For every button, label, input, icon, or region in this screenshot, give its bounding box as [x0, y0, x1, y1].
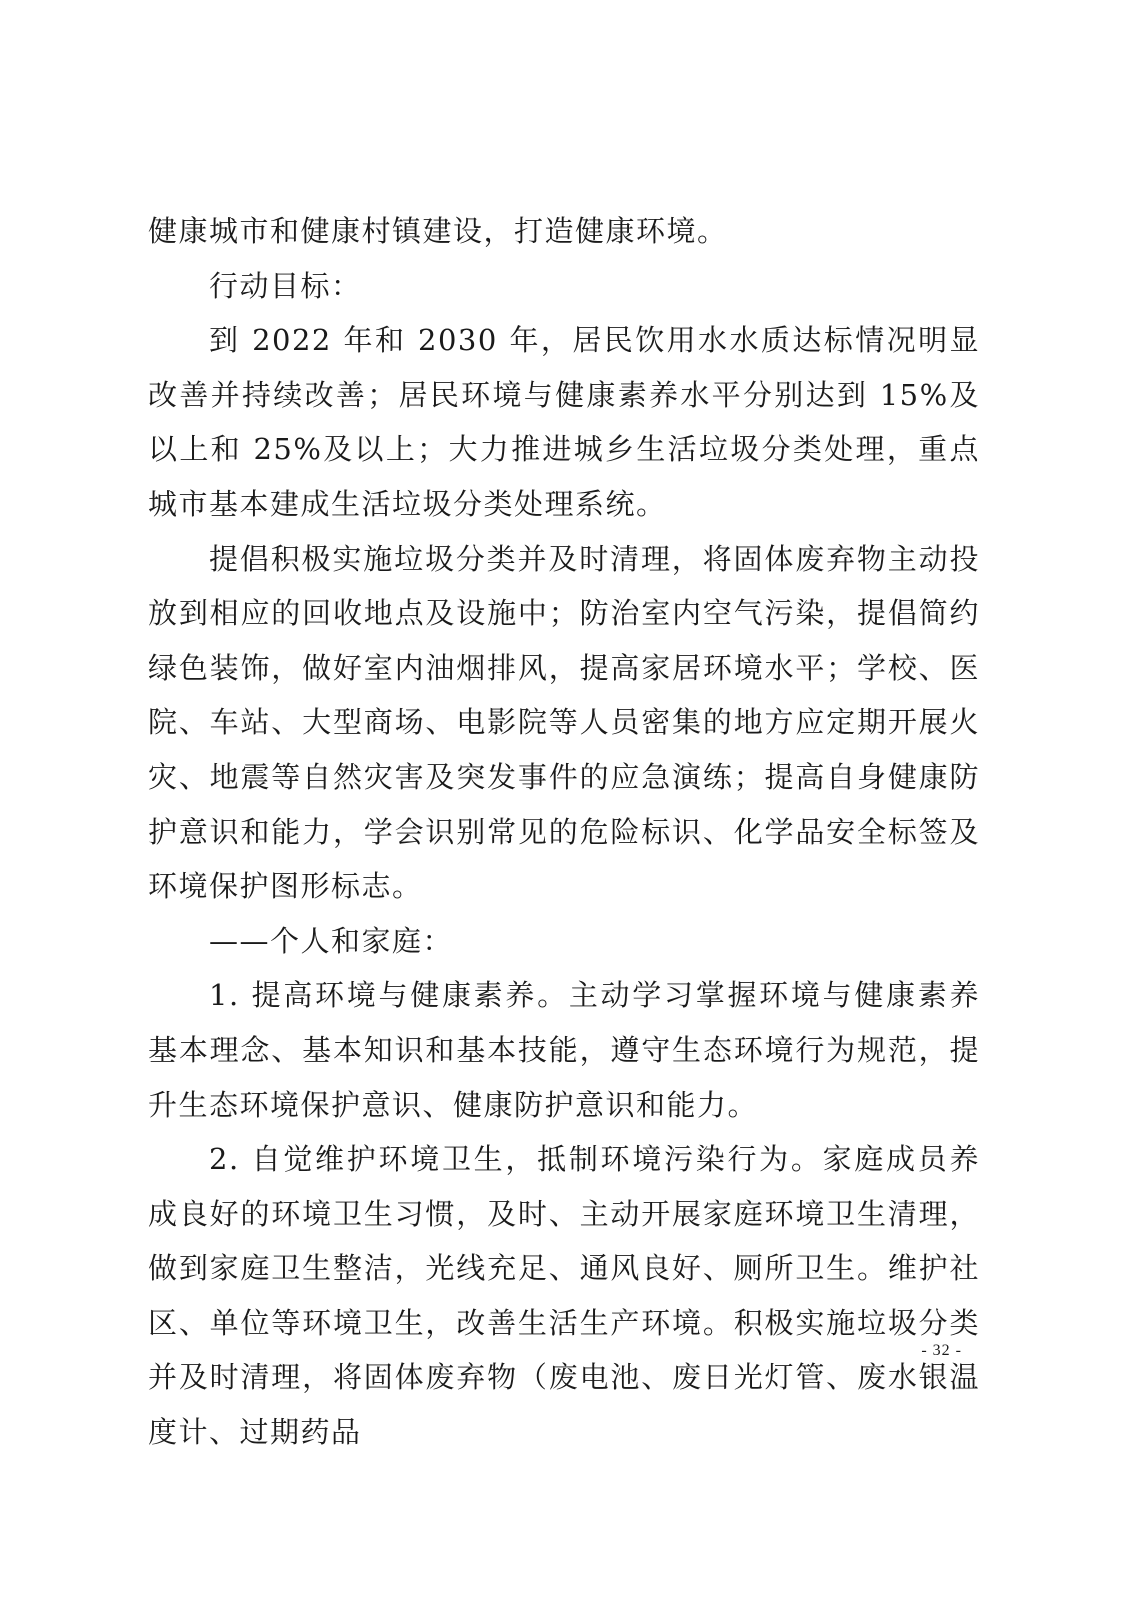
paragraph-item-1: 1. 提高环境与健康素养。主动学习掌握环境与健康素养基本理念、基本知识和基本技能，遵守生态环境行为规范，提升生态环境保护意识、健康防护意识和能力。 [148, 978, 980, 1122]
paragraph-action-goal: 到 2022 年和 2030 年，居民饮用水水质达标情况明显改善并持续改善；居民环境与健康素养水平分别达到 15%及以上和 25%及以上；大力推进城乡生活垃圾分类处理，重点城市基本建成生活垃圾分类处理系统。 [148, 323, 980, 521]
page-number: - 32 - [921, 1342, 962, 1359]
document-page [148, 0, 980, 1600]
body-text [148, 204, 980, 1460]
paragraph-individual-family-heading: ——个人和家庭： [209, 923, 454, 958]
paragraph-advocacy: 提倡积极实施垃圾分类并及时清理，将固体废弃物主动投放到相应的回收地点及设施中；防治室内空气污染，提倡简约绿色装饰，做好室内油烟排风，提高家居环境水平；学校、医院、车站、大型商场、电影院等人员密集的地方应定期开展火灾、地震等自然灾害及突发事件的应急演练；提高自身健康防护意识和能力，学会识别常见的危险标识、化学品安全标签及环境保护图形标志。 [148, 541, 980, 904]
paragraph-item-2: 2. 自觉维护环境卫生，抵制环境污染行为。家庭成员养成良好的环境卫生习惯，及时、主动开展家庭环境卫生清理，做到家庭卫生整洁，光线充足、通风良好、厕所卫生。维护社区、单位等环境卫生，改善生活生产环境。积极实施垃圾分类并及时清理，将固体废弃物（废电池、废日光灯管、废水银温度计、过期药品 [148, 1142, 980, 1450]
paragraph-action-goal-heading: 行动目标： [209, 268, 362, 303]
paragraph-continuation: 健康城市和健康村镇建设，打造健康环境。 [148, 214, 728, 248]
